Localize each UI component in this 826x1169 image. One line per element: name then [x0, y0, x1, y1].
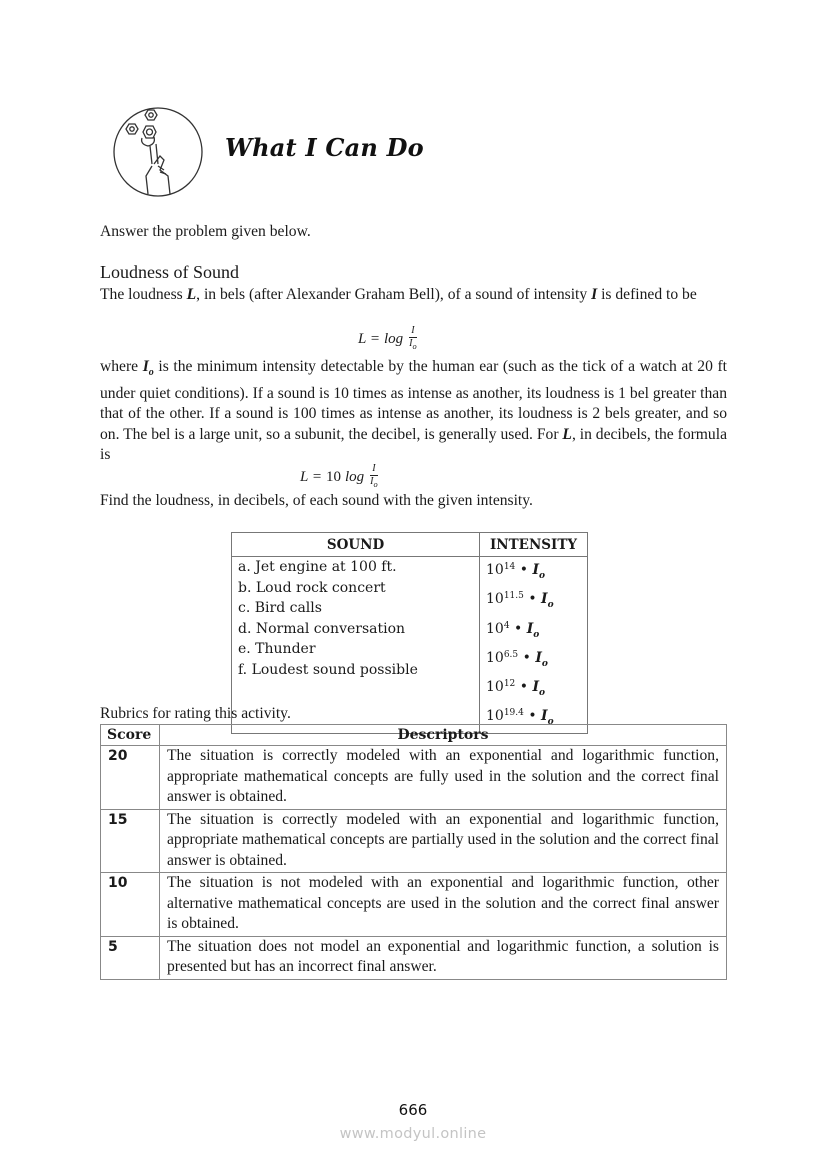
descriptor-text: The situation is correctly modeled with an exponential and logarithmic function, appropriate mathematical concepts are fully used in the solution and the correct final answer is obtained. — [160, 746, 727, 810]
task-text: Find the loudness, in decibels, of each sound with the given intensity. — [100, 492, 533, 509]
intensity-value: $10^{11.5}$ • $I_o$ — [486, 591, 554, 611]
column-header-descriptors: Descriptors — [160, 725, 727, 746]
page-title: What I Can Do — [225, 133, 424, 162]
page-number: 666 — [398, 1101, 428, 1119]
intensity-value: $10^4$ • $I_o$ — [486, 620, 540, 640]
sound-name: e. Thunder — [238, 641, 316, 657]
instruction-text: Answer the problem given below. — [100, 223, 311, 240]
column-header-intensity: INTENSITY — [480, 533, 588, 557]
loudness-formula-decibels: L = 10 log $\frac{I}{I_o}$ — [300, 463, 378, 489]
intensity-cells — [480, 557, 588, 734]
descriptor-text: The situation is not modeled with an exponential and logarithmic function, other alternative mathematical concepts are used in the solution and the correct final answer is obtained. — [160, 873, 727, 937]
loudness-formula-bels: L = log $\frac{I}{I_o}$ — [358, 325, 417, 351]
column-header-score: Score — [101, 725, 160, 746]
sound-name: d. Normal conversation — [238, 620, 406, 637]
descriptor-text: The situation does not model an exponential and logarithmic function, a solution is presented but has an incorrect final answer. — [160, 936, 727, 979]
score-value: 5 — [101, 936, 160, 979]
sound-name: c. Bird calls — [238, 600, 322, 616]
intensity-value: $10^{12}$ • $I_o$ — [486, 679, 546, 698]
hand-holding-nuts-icon — [112, 104, 204, 198]
score-value: 15 — [101, 809, 160, 873]
explanation-paragraph: where $I_o$ is the minimum intensity detectable by the human ear (such as the tick of a watch at 20 ft under quiet conditions). If a sound is 10 times as intense as another, its loudness is 1 bel greater than that of the other. If a sound is 100 times as intense as another, its loudness is 2 bels greater, and so on. The bel is a large unit, so a subunit, the decibel, is generally used. For L, in decibels, the formula is — [100, 358, 727, 464]
rubric-table — [100, 724, 727, 980]
intensity-value: $10^{6.5}$ • $I_o$ — [486, 649, 548, 669]
column-header-sound: SOUND — [232, 533, 480, 557]
sound-name: a. Jet engine at 100 ft. — [238, 559, 397, 575]
table-row — [101, 809, 727, 873]
intro-paragraph: The loudness L, in bels (after Alexander Graham Bell), of a sound of intensity I is defined to be — [100, 286, 697, 303]
table-row — [101, 936, 727, 979]
score-value: 10 — [101, 873, 160, 937]
rubric-label: Rubrics for rating this activity. — [100, 705, 291, 722]
table-row — [101, 746, 727, 810]
watermark: www.modyul.online — [339, 1126, 487, 1142]
section-heading: Loudness of Sound — [100, 262, 239, 282]
score-value: 20 — [101, 746, 160, 810]
table-row — [101, 873, 727, 937]
intensity-value: $10^{19.4}$ • $I_o$ — [486, 708, 554, 728]
descriptor-text: The situation is correctly modeled with an exponential and logarithmic function, appropriate mathematical concepts are partially used in the solution and the correct final answer is obtained. — [160, 809, 727, 873]
sound-name: f. Loudest sound possible — [238, 661, 418, 678]
sound-name: b. Loud rock concert — [238, 579, 386, 596]
intensity-value: $10^{14}$ • $I_o$ — [486, 562, 546, 581]
